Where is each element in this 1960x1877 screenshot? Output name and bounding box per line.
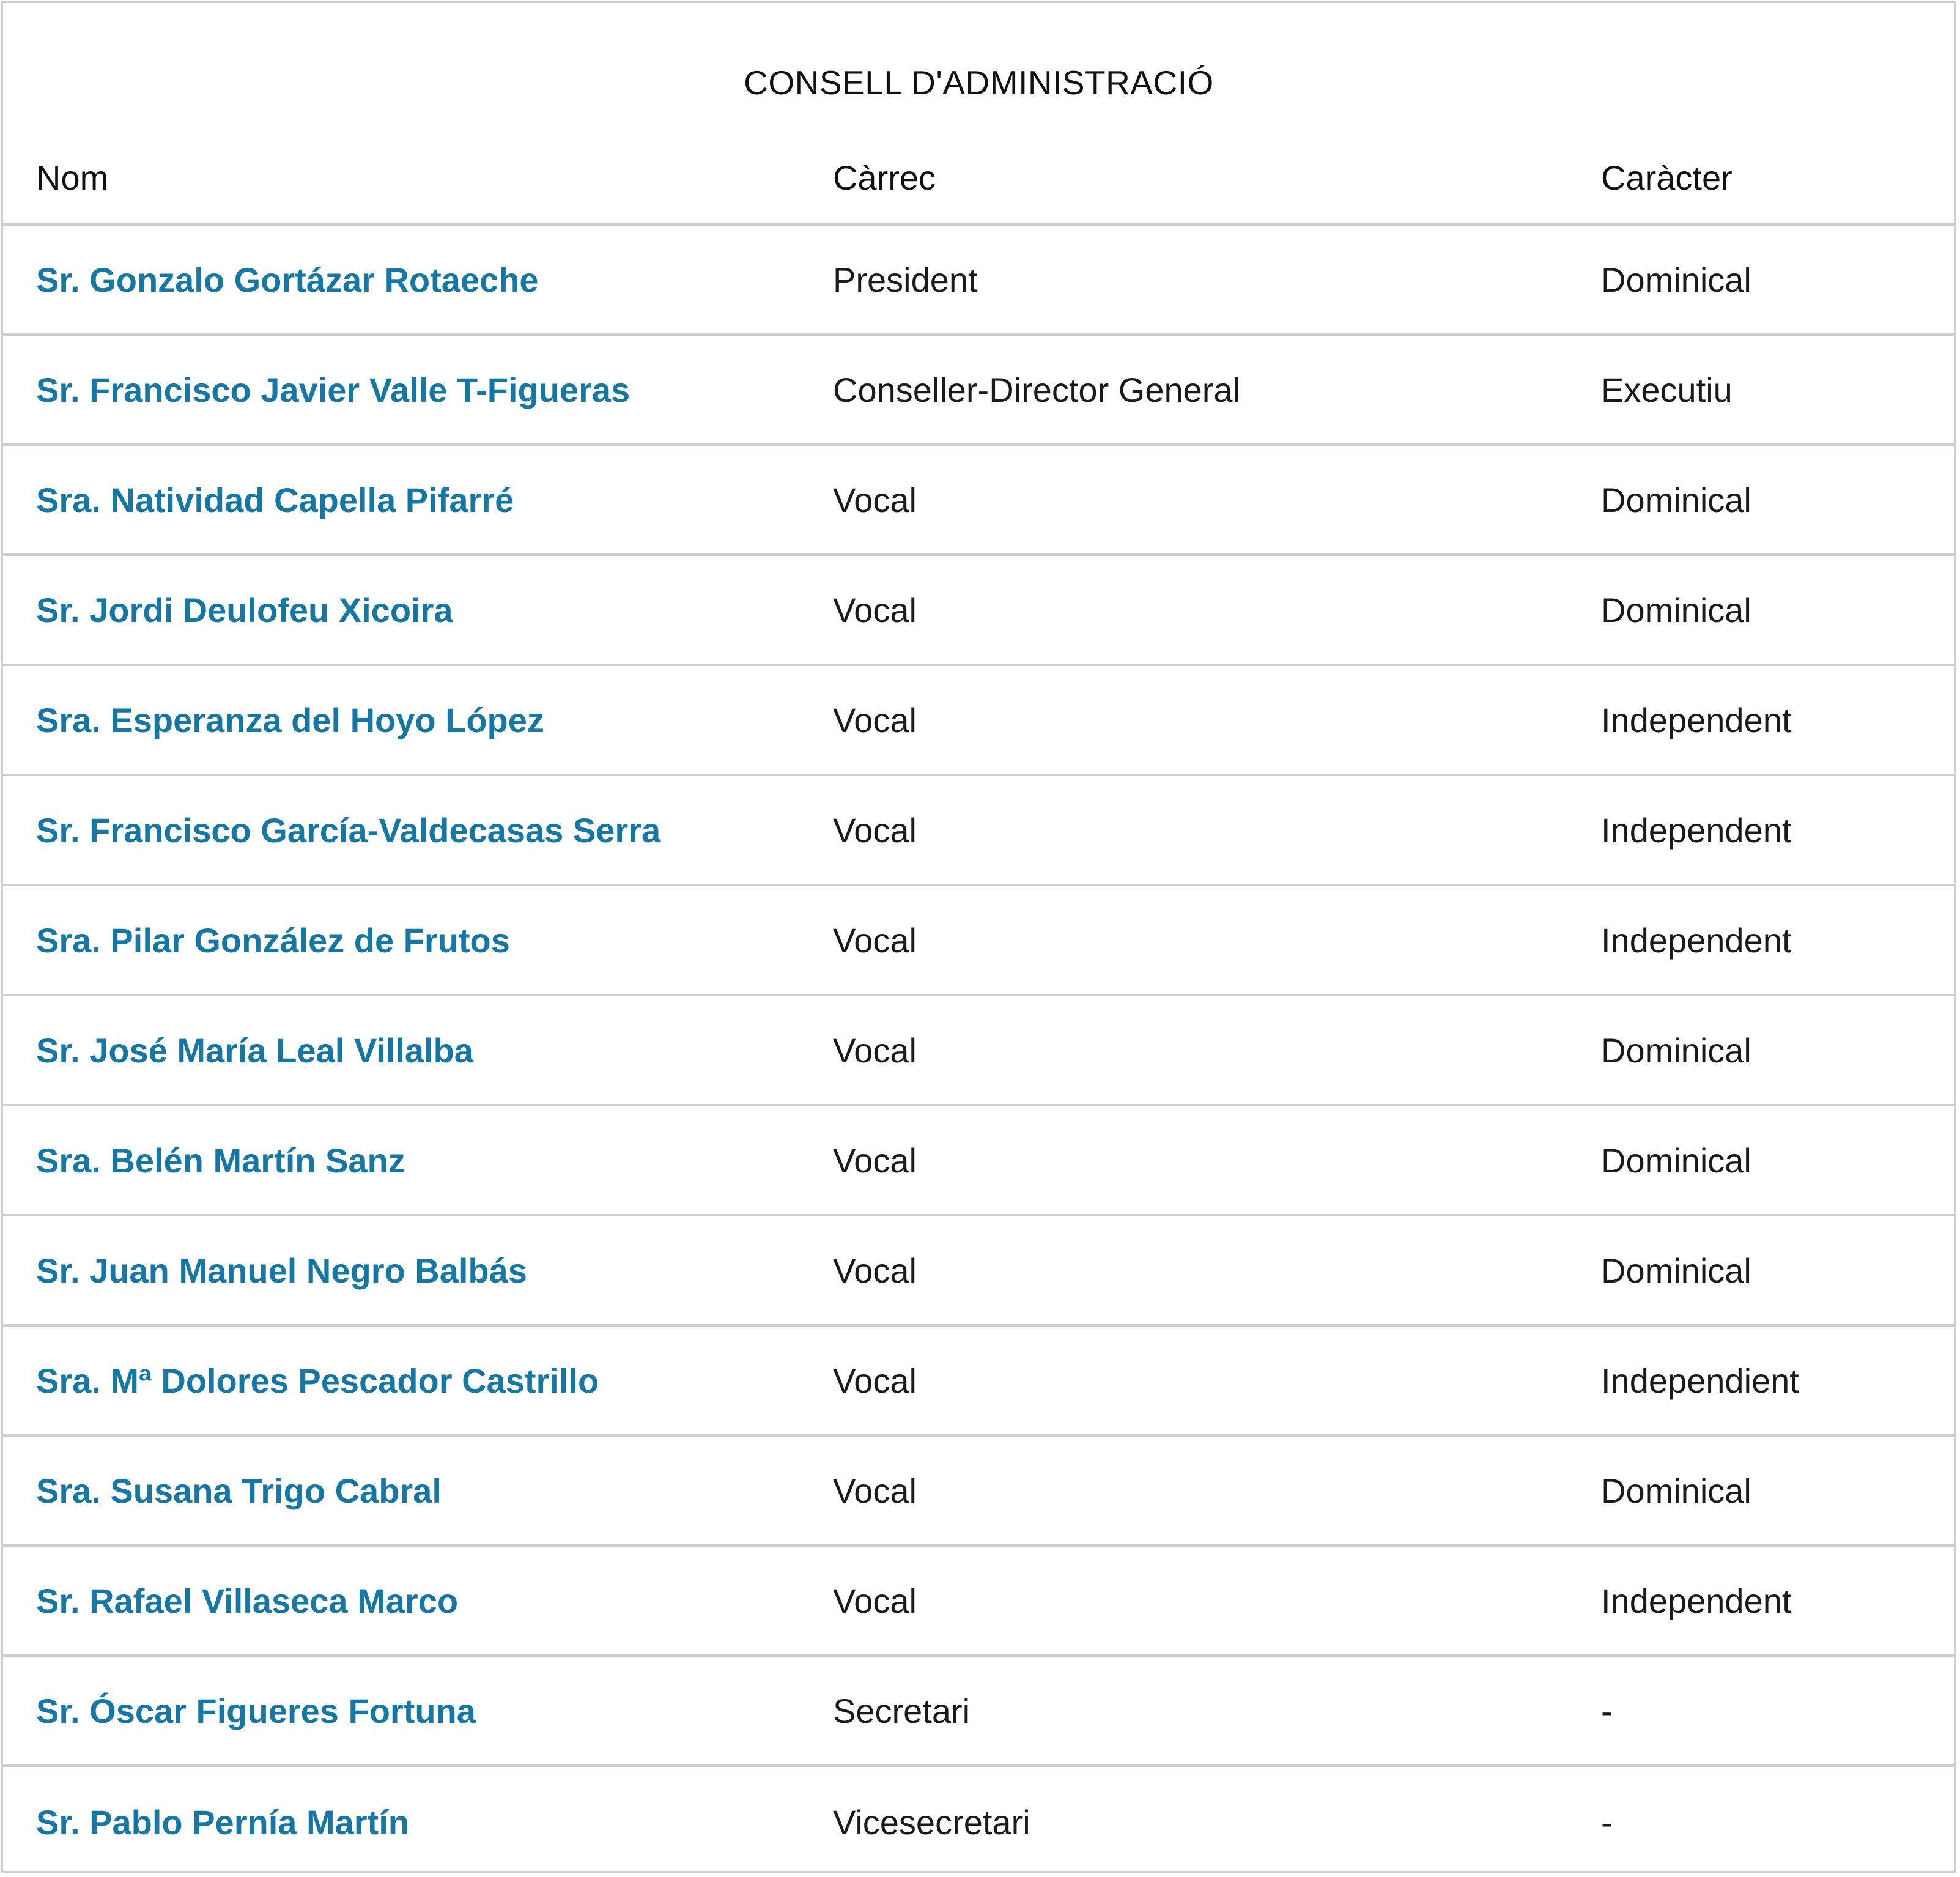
member-name-link[interactable]: Sr. Óscar Figueres Fortuna	[36, 1691, 476, 1730]
member-type: Dominical	[1601, 1471, 1751, 1510]
table-header-row	[3, 131, 1954, 226]
table-row	[3, 1547, 1954, 1657]
member-type: -	[1601, 1802, 1613, 1842]
table-row	[3, 1106, 1954, 1216]
table-row	[3, 666, 1954, 776]
member-name-link[interactable]: Sr. Francisco Javier Valle T-Figueras	[36, 370, 631, 409]
table-caption: CONSELL D'ADMINISTRACIÓ	[744, 64, 1214, 102]
table-row	[3, 446, 1954, 556]
member-name-link[interactable]: Sr. Juan Manuel Negro Balbás	[36, 1251, 527, 1290]
member-role: Vocal	[833, 810, 917, 850]
table-row	[3, 336, 1954, 446]
table-row	[3, 776, 1954, 886]
table-row	[3, 1767, 1954, 1877]
member-name-link[interactable]: Sra. Belén Martín Sanz	[36, 1141, 405, 1180]
table-row	[3, 886, 1954, 996]
member-name-link[interactable]: Sr. Pablo Pernía Martín	[36, 1802, 409, 1842]
member-type: Dominical	[1601, 260, 1751, 299]
table-row	[3, 226, 1954, 336]
member-role: Secretari	[833, 1691, 971, 1730]
member-type: -	[1601, 1691, 1613, 1730]
member-type: Dominical	[1601, 1251, 1751, 1290]
member-type: Independent	[1601, 1581, 1792, 1620]
member-role: Vocal	[833, 920, 917, 960]
member-name-link[interactable]: Sr. Francisco García-Valdecasas Serra	[36, 810, 661, 850]
member-type: Dominical	[1601, 480, 1751, 519]
member-name-link[interactable]: Sr. Gonzalo Gortázar Rotaeche	[36, 260, 539, 299]
member-role: Vicesecretari	[833, 1802, 1030, 1842]
table-row	[3, 556, 1954, 666]
member-type: Executiu	[1601, 370, 1733, 409]
header-role: Càrrec	[833, 158, 936, 197]
header-type: Caràcter	[1601, 158, 1733, 197]
member-type: Independent	[1601, 700, 1792, 739]
member-type: Dominical	[1601, 590, 1751, 629]
table-body	[3, 226, 1954, 1877]
table-row	[3, 1216, 1954, 1327]
member-role: Conseller-Director General	[833, 370, 1241, 409]
member-name-link[interactable]: Sr. Jordi Deulofeu Xicoira	[36, 590, 453, 629]
member-role: Vocal	[833, 1471, 917, 1510]
member-role: Vocal	[833, 590, 917, 629]
table-row	[3, 1327, 1954, 1437]
member-role: Vocal	[833, 700, 917, 739]
member-type: Independent	[1601, 810, 1792, 850]
member-name-link[interactable]: Sra. Natividad Capella Pifarré	[36, 480, 514, 519]
member-type: Independient	[1601, 1361, 1799, 1400]
member-type: Dominical	[1601, 1031, 1751, 1070]
member-role: Vocal	[833, 480, 917, 519]
board-table	[1, 1, 1956, 1873]
member-role: Vocal	[833, 1141, 917, 1180]
table-row	[3, 1437, 1954, 1547]
member-role: Vocal	[833, 1581, 917, 1620]
member-type: Dominical	[1601, 1141, 1751, 1180]
header-name: Nom	[36, 158, 109, 197]
member-role: Vocal	[833, 1031, 917, 1070]
table-row	[3, 1657, 1954, 1767]
member-role: President	[833, 260, 978, 299]
table-row	[3, 996, 1954, 1106]
member-name-link[interactable]: Sr. Rafael Villaseca Marco	[36, 1581, 459, 1620]
member-name-link[interactable]: Sr. José María Leal Villalba	[36, 1031, 473, 1070]
member-role: Vocal	[833, 1361, 917, 1400]
member-type: Independent	[1601, 920, 1792, 960]
member-name-link[interactable]: Sra. Esperanza del Hoyo López	[36, 700, 544, 739]
member-name-link[interactable]: Sra. Pilar González de Frutos	[36, 920, 510, 960]
member-name-link[interactable]: Sra. Susana Trigo Cabral	[36, 1471, 442, 1510]
member-name-link[interactable]: Sra. Mª Dolores Pescador Castrillo	[36, 1361, 599, 1400]
member-role: Vocal	[833, 1251, 917, 1290]
